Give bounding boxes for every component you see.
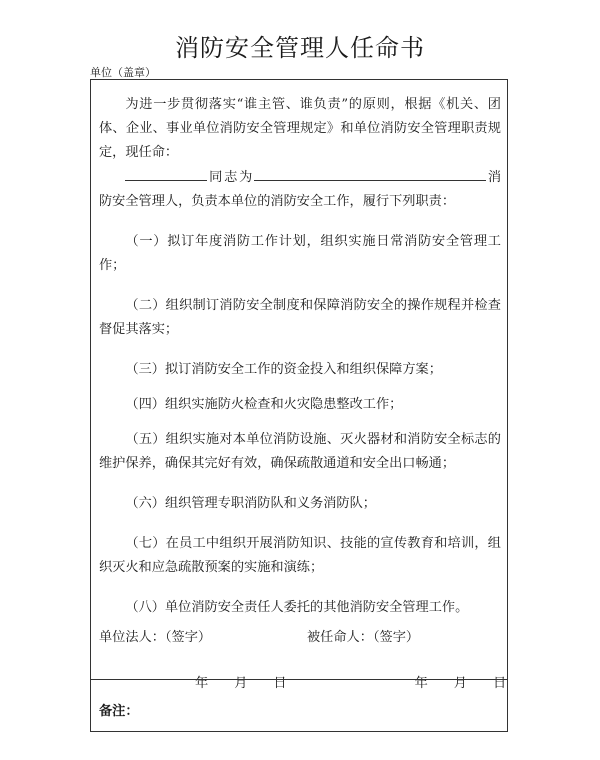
day-label: 日 (492, 676, 507, 691)
signature-row (99, 626, 501, 650)
appointment-line (99, 165, 501, 214)
duty-item: （四）组织实施防火检查和火灾隐患整改工作； (125, 397, 403, 412)
document-title: 消防安全管理人任命书 (175, 34, 425, 62)
appointee-signature-label: 被任命人：（签字） (307, 630, 420, 645)
appointee-name-blank[interactable] (125, 165, 207, 181)
year-label: 年 (195, 676, 209, 691)
duty-item: （七）在员工中组织开展消防知识、技能的宣传教育和培训，组织灭火和应急疏散预案的实施和演练； (99, 536, 501, 575)
month-label: 月 (234, 676, 248, 691)
appointment-tail-text: 消防安全管理人，负责本单位的消防安全工作，履行下列职责： (99, 170, 502, 209)
intro-paragraph: 为进一步贯彻落实“谁主管、谁负责”的原则，根据《机关、团体、企业、事业单位消防安全管理规定》和单位消防安全管理职责规定，现任命： (99, 97, 501, 160)
appointee-position-blank[interactable] (254, 165, 486, 181)
remarks-label: 备注： (99, 704, 139, 719)
duty-item: （三）拟订消防安全工作的资金投入和组织保障方案； (125, 362, 442, 377)
duty-item: （五）组织实施对本单位消防设施、灭火器材和消防安全标志的维护保养，确保其完好有效，确保疏散通道和安全出口畅通； (99, 432, 501, 471)
remarks-section (91, 679, 507, 731)
appointment-form (90, 79, 508, 732)
duty-item: （二）组织制订消防安全制度和保障消防安全的操作规程并检查督促其落实； (99, 298, 501, 337)
legal-rep-signature-label: 单位法人：（签字） (99, 630, 212, 645)
unit-seal-label: 单位（盖章） (90, 66, 156, 79)
appointment-mid-text: 同志为 (207, 170, 255, 185)
duty-item: （八）单位消防安全责任人委托的其他消防安全管理工作。 (125, 600, 469, 615)
day-label: 日 (273, 676, 287, 691)
duty-item: （一）拟订年度消防工作计划，组织实施日常消防安全管理工作； (99, 234, 501, 273)
form-body (91, 80, 507, 691)
duty-item: （六）组织管理专职消防队和义务消防队； (125, 496, 376, 511)
year-label: 年 (414, 676, 428, 691)
month-label: 月 (453, 676, 467, 691)
